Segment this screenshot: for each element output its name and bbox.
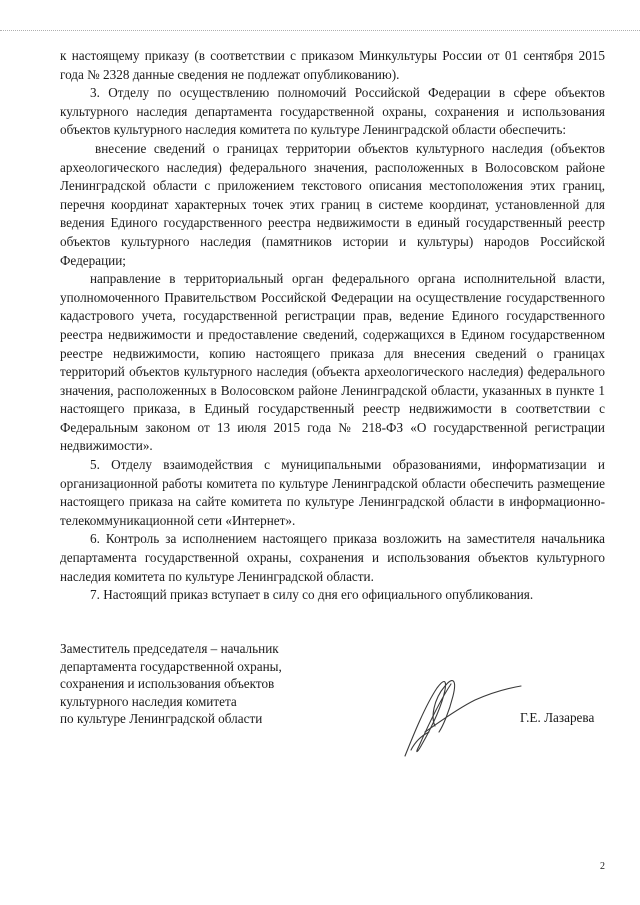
paragraph-item-3-sub-1: внесение сведений о границах территории объектов культурного наследия (объектов археологического наследия) федерального значения, расположенных в Волосовском районе Ленинградской области с приложением текстового описания местоположения этих границ, перечня координат характерных точек этих границ в системе координат, установленной для ведения Единого государственного реестра недвижимости в единый государственный реестр объектов культурного наследия (памятников истории и культуры) народов Российской Федерации;: [60, 140, 605, 268]
paragraph-item-5: 5. Отделу взаимодействия с муниципальными образованиями, информатизации и организационной работы комитета по культуре Ленинградской области обеспечить размещение настоящего приказа на сайте комитета по культуре Ленинградской области в информационно-телекоммуникационной сети «Интернет».: [60, 457, 605, 528]
scan-edge-line: [0, 30, 640, 31]
signatory-title-line: департамента государственной охраны,: [60, 658, 282, 674]
paragraph-item-3: 3. Отделу по осуществлению полномочий Российской Федерации в сфере объектов культурного наследия департамента государственной охраны, сохранения и использования объектов культурного наследия комитета по культуре Ленинградской области обеспечить:: [60, 85, 605, 138]
paragraph-item-3-sub-2: направление в территориальный орган федерального органа исполнительной власти, уполномоченного Правительством Российской Федерации на осуществление государственного кадастрового учета, государственной регистрации прав, ведение Единого государственного реестра недвижимости и предоставление сведений, содержащихся в Едином государственном реестре недвижимости, копию настоящего приказа для внесения сведений о границах территорий объектов культурного наследия (объекта археологического наследия) федерального значения, расположенных в Волосовском районе Ленинградской области, указанных в пункте 1 настоящего приказа, в Единый государственный реестр недвижимости в соответствии с Федеральным законом от 13 июля 2015 года № 218-ФЗ «О государственной регистрации недвижимости».: [60, 271, 605, 454]
paragraph-item-6: 6. Контроль за исполнением настоящего приказа возложить на заместителя начальника департамента государственной охраны, сохранения и использования объектов культурного наследия комитета по культуре Ленинградской области.: [60, 531, 605, 584]
signatory-name: Г.Е. Лазарева: [520, 710, 595, 725]
signatory-title-line: Заместитель председателя – начальник: [60, 641, 279, 656]
paragraph-continuation: к настоящему приказу (в соответствии с приказом Минкультуры России от 01 сентября 2015 года № 2328 данные сведения не подлежат опубликованию).: [60, 48, 605, 82]
document-body: [60, 47, 605, 605]
signatory-title-line: сохранения и использования объектов: [60, 676, 275, 692]
signatory-title: [60, 640, 380, 728]
page-number: 2: [600, 861, 605, 872]
paragraph-item-7: 7. Настоящий приказ вступает в силу со дня его официального опубликования.: [90, 587, 534, 603]
signatory-title-line: культурного наследия комитета: [60, 693, 237, 709]
handwritten-signature: [395, 666, 525, 761]
signatory-title-line: по культуре Ленинградской области: [60, 711, 263, 727]
